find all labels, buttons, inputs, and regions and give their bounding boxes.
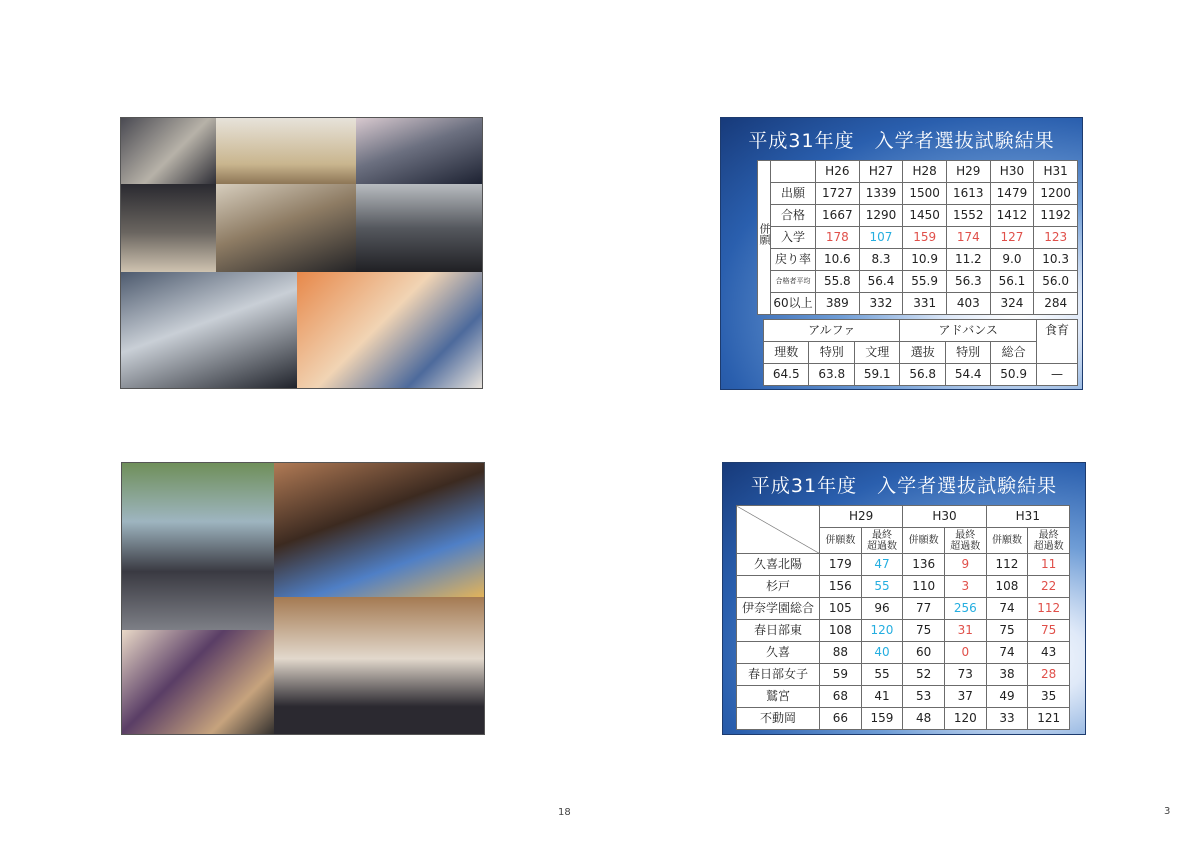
school-name: 春日部東: [737, 620, 820, 642]
table-cell: 11: [1028, 554, 1070, 576]
table-cell: 56.4: [859, 271, 903, 293]
year-header: H31: [1034, 161, 1078, 183]
year-header: H30: [990, 161, 1034, 183]
course-value-row: [764, 364, 1078, 386]
table-cell: 1667: [816, 205, 860, 227]
diagonal-corner-cell: [737, 506, 820, 554]
slide-title: 平成31年度 入学者選抜試験結果: [750, 475, 1058, 497]
course-value: 50.9: [991, 364, 1036, 386]
table-row: [758, 227, 1078, 249]
table-cell: 1613: [946, 183, 990, 205]
table-cell: 56.3: [946, 271, 990, 293]
table-cell: 179: [820, 554, 862, 576]
table-cell: 68: [820, 686, 862, 708]
course-sub-row: [764, 342, 1078, 364]
table-cell: 9.0: [990, 249, 1034, 271]
row-label: 合格: [771, 205, 816, 227]
table-cell: 1552: [946, 205, 990, 227]
table-cell: 120: [944, 708, 986, 730]
table-cell: 403: [946, 293, 990, 315]
applicants-header: 併願数: [820, 528, 862, 554]
table-row: [737, 554, 1070, 576]
table-cell: 112: [1028, 598, 1070, 620]
table-cell: 55: [861, 576, 903, 598]
table-cell: 156: [820, 576, 862, 598]
final-excess-header-line1: 最終: [871, 529, 892, 541]
school-comparison-table: [736, 505, 1070, 730]
table-cell: 35: [1028, 686, 1070, 708]
year-header: H31: [986, 506, 1069, 528]
table-cell: 108: [986, 576, 1028, 598]
table-row: [737, 708, 1070, 730]
table-cell: 0: [944, 642, 986, 664]
course-sub-header: 特別: [809, 342, 854, 364]
exam-results-table: [757, 160, 1078, 315]
final-excess-header-line2: 超過数: [866, 540, 897, 552]
table-row: [737, 642, 1070, 664]
final-excess-header-line1: 最終: [955, 529, 976, 541]
table-cell: 1727: [816, 183, 860, 205]
school-name: 久喜北陽: [737, 554, 820, 576]
course-value: 59.1: [854, 364, 899, 386]
course-sub-header: 特別: [945, 342, 990, 364]
table-cell: 40: [861, 642, 903, 664]
table-cell: 110: [903, 576, 945, 598]
table-cell: 55.8: [816, 271, 860, 293]
table-row: [758, 271, 1078, 293]
school-name: 杉戸: [737, 576, 820, 598]
school-name: 伊奈学園総合: [737, 598, 820, 620]
table-cell: 159: [903, 227, 947, 249]
table-cell: 10.9: [903, 249, 947, 271]
corner-cell: [771, 161, 816, 183]
table-row: [758, 249, 1078, 271]
final-excess-header-line1: 最終: [1038, 529, 1059, 541]
table-cell: 56.0: [1034, 271, 1078, 293]
group-label: [758, 161, 771, 315]
table-cell: 9: [944, 554, 986, 576]
slide-title: 平成31年度 入学者選抜試験結果: [748, 130, 1055, 152]
table-cell: 88: [820, 642, 862, 664]
table-cell: 108: [820, 620, 862, 642]
table-cell: 41: [861, 686, 903, 708]
table-cell: 55.9: [903, 271, 947, 293]
table-cell: 75: [1028, 620, 1070, 642]
table-cell: 47: [861, 554, 903, 576]
table-cell: 284: [1034, 293, 1078, 315]
table-cell: 331: [903, 293, 947, 315]
table-cell: 74: [986, 642, 1028, 664]
course-group-header: アドバンス: [900, 320, 1036, 342]
table-row: [758, 205, 1078, 227]
course-value: —: [1036, 364, 1077, 386]
table-cell: 56.1: [990, 271, 1034, 293]
table-cell: 48: [903, 708, 945, 730]
table-cell: 3: [944, 576, 986, 598]
table-cell: 120: [861, 620, 903, 642]
page-number-left: 18: [558, 807, 571, 818]
exam-results-slide-1: [720, 117, 1083, 390]
course-group-header: 食育: [1036, 320, 1077, 364]
course-value: 64.5: [764, 364, 809, 386]
table-cell: 77: [903, 598, 945, 620]
table-cell: 22: [1028, 576, 1070, 598]
course-value: 63.8: [809, 364, 854, 386]
table-cell: 1339: [859, 183, 903, 205]
table-cell: 8.3: [859, 249, 903, 271]
table-cell: 105: [820, 598, 862, 620]
table-row: [758, 183, 1078, 205]
page-number-right: 3: [1164, 806, 1171, 817]
row-label: 出願: [771, 183, 816, 205]
table-cell: 38: [986, 664, 1028, 686]
exam-results-slide-2: [722, 462, 1086, 735]
table-row: [737, 686, 1070, 708]
final-excess-header: [944, 528, 986, 554]
table-cell: 33: [986, 708, 1028, 730]
school-name: 久喜: [737, 642, 820, 664]
table-cell: 178: [816, 227, 860, 249]
table-cell: 75: [986, 620, 1028, 642]
course-sub-header: 理数: [764, 342, 809, 364]
school-name: 春日部女子: [737, 664, 820, 686]
course-value: 56.8: [900, 364, 945, 386]
table-cell: 127: [990, 227, 1034, 249]
year-header: H28: [903, 161, 947, 183]
year-header-row: [758, 161, 1078, 183]
school-events-photo-collage: [121, 462, 485, 735]
course-group-header: アルファ: [764, 320, 900, 342]
course-score-table: [763, 319, 1078, 386]
table-cell: 75: [903, 620, 945, 642]
course-sub-header: 選抜: [900, 342, 945, 364]
table-cell: 73: [944, 664, 986, 686]
table-cell: 96: [861, 598, 903, 620]
table-cell: 121: [1028, 708, 1070, 730]
table-cell: 52: [903, 664, 945, 686]
table-cell: 49: [986, 686, 1028, 708]
group-label-text: 併願: [758, 223, 771, 245]
course-value: 54.4: [945, 364, 990, 386]
table-cell: 37: [944, 686, 986, 708]
final-excess-header-line2: 超過数: [950, 540, 981, 552]
year-header: H27: [859, 161, 903, 183]
row-label: 60以上: [771, 293, 816, 315]
row-label: 入学: [771, 227, 816, 249]
table-cell: 1450: [903, 205, 947, 227]
year-header: H26: [816, 161, 860, 183]
table-cell: 256: [944, 598, 986, 620]
table-cell: 66: [820, 708, 862, 730]
table-cell: 332: [859, 293, 903, 315]
table-cell: 1500: [903, 183, 947, 205]
table-cell: 60: [903, 642, 945, 664]
school-name: 鷲宮: [737, 686, 820, 708]
table-cell: 1192: [1034, 205, 1078, 227]
table-cell: 107: [859, 227, 903, 249]
year-header: H30: [903, 506, 986, 528]
final-excess-header: [861, 528, 903, 554]
year-header: H29: [820, 506, 903, 528]
final-excess-header: [1028, 528, 1070, 554]
school-name: 不動岡: [737, 708, 820, 730]
table-cell: 10.3: [1034, 249, 1078, 271]
table-row: [737, 620, 1070, 642]
table-cell: 389: [816, 293, 860, 315]
school-life-photo-collage: [120, 117, 483, 389]
table-cell: 10.6: [816, 249, 860, 271]
table-cell: 324: [990, 293, 1034, 315]
table-cell: 1200: [1034, 183, 1078, 205]
table-cell: 174: [946, 227, 990, 249]
year-header: H29: [946, 161, 990, 183]
table-cell: 1290: [859, 205, 903, 227]
row-label: 合格者平均: [771, 271, 816, 293]
table-cell: 11.2: [946, 249, 990, 271]
course-sub-header: 文理: [854, 342, 899, 364]
course-sub-header: 総合: [991, 342, 1036, 364]
table-cell: 159: [861, 708, 903, 730]
applicants-header: 併願数: [903, 528, 945, 554]
table-row: [758, 293, 1078, 315]
applicants-header: 併願数: [986, 528, 1028, 554]
table-cell: 1479: [990, 183, 1034, 205]
table-cell: 136: [903, 554, 945, 576]
table-row: [737, 598, 1070, 620]
table-cell: 31: [944, 620, 986, 642]
row-label: 戻り率: [771, 249, 816, 271]
table-cell: 74: [986, 598, 1028, 620]
course-group-row: [764, 320, 1078, 342]
table-cell: 53: [903, 686, 945, 708]
final-excess-header-line2: 超過数: [1033, 540, 1064, 552]
table-cell: 123: [1034, 227, 1078, 249]
table-row: [737, 664, 1070, 686]
table-cell: 1412: [990, 205, 1034, 227]
table-cell: 112: [986, 554, 1028, 576]
year-header-row: [737, 506, 1070, 528]
table-cell: 43: [1028, 642, 1070, 664]
table-cell: 28: [1028, 664, 1070, 686]
table-cell: 59: [820, 664, 862, 686]
table-cell: 55: [861, 664, 903, 686]
table-row: [737, 576, 1070, 598]
